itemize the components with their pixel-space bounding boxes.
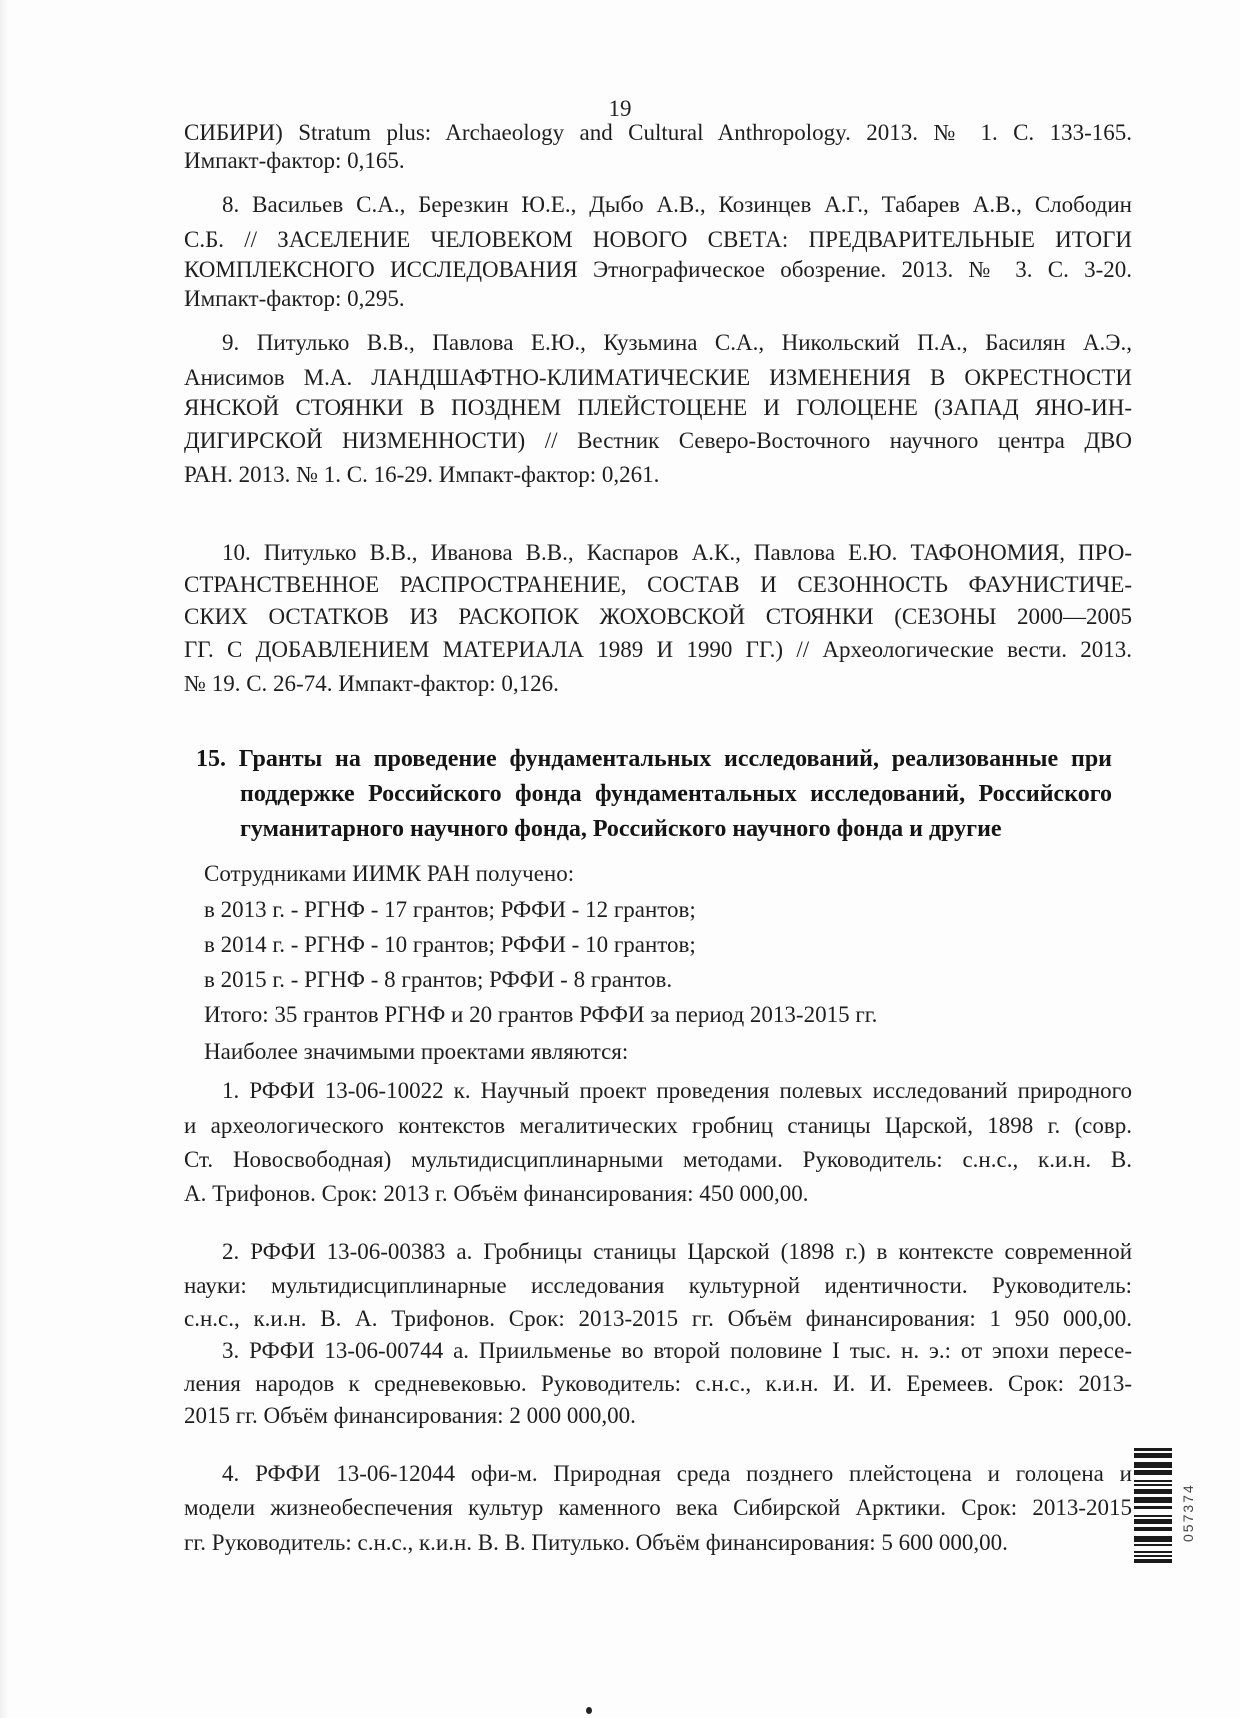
reference-9-line-3: ЯНСКОЙ СТОЯНКИ В ПОЗДНЕМ ПЛЕЙСТОЦЕНЕ И ГОЛОЦЕНЕ (ЗАПАД ЯНО-ИН- [184,395,1132,420]
section-15-heading-line-1: 15. Гранты на проведение фундаментальных исследований, реализованные при [196,746,1112,772]
project-4-line-1: 4. РФФИ 13-06-12044 офи-м. Природная среда позднего плейстоцена и голоцена и [222,1461,1132,1486]
reference-8-line-1: 8. Васильев С.А., Березкин Ю.Е., Дыбо А.В., Козинцев А.Г., Табарев А.В., Слободин [222,192,1132,217]
reference-10-line-5: № 19. С. 26-74. Импакт-фактор: 0,126. [184,671,559,696]
project-1-line-4: А. Трифонов. Срок: 2013 г. Объём финансирования: 450 000,00. [184,1181,809,1206]
reference-9-line-2: Анисимов М.А. ЛАНДШАФТНО-КЛИМАТИЧЕСКИЕ ИЗМЕНЕНИЯ В ОКРЕСТНОСТИ [184,365,1132,390]
barcode-number: 057374 [1180,1483,1196,1542]
project-1-line-1: 1. РФФИ 13-06-10022 к. Научный проект проведения полевых исследований природного [222,1078,1132,1103]
section-15-heading-line-3: гуманитарного научного фонда, Российского научного фонда и другие [240,816,1002,842]
project-4-line-3: гг. Руководитель: с.н.с., к.и.н. В. В. Питулько. Объём финансирования: 5 600 000,00. [184,1530,1008,1555]
reference-8-line-4: Импакт-фактор: 0,295. [184,286,405,311]
barcode-icon [1134,1448,1174,1564]
project-4-line-2: модели жизнеобеспечения культур каменного века Сибирской Арктики. Срок: 2013-2015 [184,1495,1132,1520]
project-3-line-3: 2015 гг. Объём финансирования: 2 000 000,00. [184,1403,636,1428]
section-15-heading-line-2: поддержке Российского фонда фундаментальных исследований, Российского [240,781,1112,807]
reference-7-line-1: СИБИРИ) Stratum plus: Archaeology and Cultural Anthropology. 2013. № 1. С. 133-165. [184,120,1132,145]
project-1-line-3: Ст. Новосвободная) мультидисциплинарными методами. Руководитель: с.н.с., к.и.н. В. [184,1147,1132,1172]
project-3-line-2: ления народов к средневековью. Руководитель: с.н.с., к.и.н. И. И. Еремеев. Срок: 2013- [184,1371,1132,1396]
reference-9-line-5: РАН. 2013. № 1. С. 16-29. Импакт-фактор: 0,261. [184,462,660,487]
grants-2015: в 2015 г. - РГНФ - 8 грантов; РФФИ - 8 грантов. [204,967,673,992]
grants-2014: в 2014 г. - РГНФ - 10 грантов; РФФИ - 10 грантов; [204,932,696,957]
reference-10-line-3: СКИХ ОСТАТКОВ ИЗ РАСКОПОК ЖОХОВСКОЙ СТОЯНКИ (СЕЗОНЫ 2000—2005 [184,604,1132,629]
grants-intro: Сотрудниками ИИМК РАН получено: [204,861,575,886]
reference-9-line-1: 9. Питулько В.В., Павлова Е.Ю., Кузьмина С.А., Никольский П.А., Басилян А.Э., [222,330,1132,355]
reference-10-line-1: 10. Питулько В.В., Иванова В.В., Каспаров А.К., Павлова Е.Ю. ТАФОНОМИЯ, ПРО- [222,540,1132,565]
reference-8-line-2: С.Б. // ЗАСЕЛЕНИЕ ЧЕЛОВЕКОМ НОВОГО СВЕТА: ПРЕДВАРИТЕЛЬНЫЕ ИТОГИ [184,227,1132,252]
project-2-line-3: с.н.с., к.и.н. В. А. Трифонов. Срок: 2013-2015 гг. Объём финансирования: 1 950 000,00. [184,1306,1132,1331]
reference-8-line-3: КОМПЛЕКСНОГО ИССЛЕДОВАНИЯ Этнографическое обозрение. 2013. № 3. С. 3-20. [184,257,1132,282]
scan-edge-shadow [0,0,8,1718]
page-number: 19 [608,96,632,121]
scan-dust-speck [586,1707,592,1714]
reference-10-line-4: ГГ. С ДОБАВЛЕНИЕМ МАТЕРИАЛА 1989 И 1990 ГГ.) // Археологические вести. 2013. [184,637,1132,662]
grants-total: Итого: 35 грантов РГНФ и 20 грантов РФФИ за период 2013-2015 гг. [204,1002,878,1027]
project-2-line-2: науки: мультидисциплинарные исследования культурной идентичности. Руководитель: [184,1273,1132,1298]
reference-7-line-2: Импакт-фактор: 0,165. [184,148,405,173]
project-3-line-1: 3. РФФИ 13-06-00744 а. Приильменье во второй половине I тыс. н. э.: от эпохи пересе- [222,1338,1132,1363]
grants-2013: в 2013 г. - РГНФ - 17 грантов; РФФИ - 12 грантов; [204,897,696,922]
project-2-line-1: 2. РФФИ 13-06-00383 а. Гробницы станицы Царской (1898 г.) в контексте современной [222,1239,1132,1264]
project-1-line-2: и археологического контекстов мегалитических гробниц станицы Царской, 1898 г. (совр. [184,1113,1132,1138]
projects-intro: Наиболее значимыми проектами являются: [204,1039,629,1064]
reference-10-line-2: СТРАНСТВЕННОЕ РАСПРОСТРАНЕНИЕ, СОСТАВ И СЕЗОННОСТЬ ФАУНИСТИЧЕ- [184,572,1132,597]
reference-9-line-4: ДИГИРСКОЙ НИЗМЕННОСТИ) // Вестник Северо-Восточного научного центра ДВО [184,428,1132,453]
